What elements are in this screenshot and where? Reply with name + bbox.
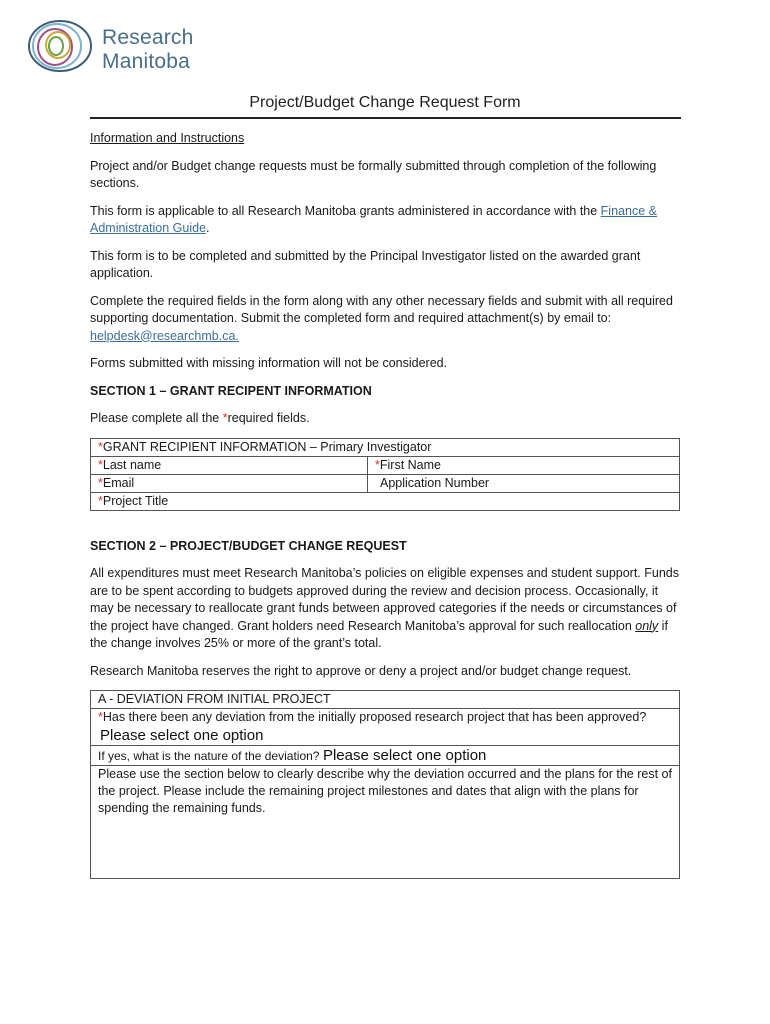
- required-asterisk: *: [98, 493, 103, 508]
- form-title: Project/Budget Change Request Form: [249, 94, 521, 111]
- last-name-label: Last name: [102, 457, 162, 472]
- deviation-table: [90, 690, 680, 879]
- grant-recipient-header-text: GRANT RECIPIENT INFORMATION – Primary Investigator: [102, 439, 432, 454]
- title-divider: [90, 117, 681, 119]
- required-asterisk: *: [222, 411, 228, 425]
- info-heading: Information and Instructions: [90, 131, 245, 145]
- first-name-label: First Name: [379, 457, 441, 472]
- deviation-description-text: Please use the section below to clearly describe why the deviation occurred and the plans for the rest of the project. Please include the remaining project milestones and dates that align with the plans for spending the remaining funds.: [98, 767, 672, 815]
- paragraph-principal-investigator: This form is to be completed and submitted by the Principal Investigator listed on the awarded grant application.: [90, 248, 641, 280]
- grant-recipient-header: [91, 438, 680, 456]
- emphasis-only: only: [635, 618, 659, 633]
- paragraph-submission: Project and/or Budget change requests must be formally submitted through completion of the following sections.: [90, 158, 657, 190]
- project-title-field[interactable]: [91, 492, 680, 510]
- section2-heading: SECTION 2 – PROJECT/BUDGET CHANGE REQUEST: [90, 538, 407, 553]
- deviation-description-field[interactable]: [91, 766, 680, 879]
- email-label: Email: [102, 475, 135, 490]
- required-asterisk: *: [98, 475, 103, 490]
- project-title-label: Project Title: [102, 493, 169, 508]
- email-field[interactable]: [91, 474, 368, 492]
- required-asterisk: *: [98, 710, 103, 724]
- required-asterisk: *: [98, 457, 103, 472]
- paragraph-applicability: [90, 203, 680, 238]
- logo-line-manitoba: Manitoba: [102, 50, 190, 73]
- deviation-header: A - DEVIATION FROM INITIAL PROJECT: [91, 691, 680, 709]
- logo-line-research: Research: [102, 26, 194, 49]
- section1-intro: [90, 410, 680, 428]
- paragraph-missing-info: Forms submitted with missing information will not be considered.: [90, 356, 448, 370]
- form-content: [90, 130, 680, 879]
- section2-paragraph: [90, 565, 680, 653]
- paragraph-applicability-end: .: [206, 221, 210, 235]
- deviation-question-cell: [91, 709, 680, 746]
- paragraph-required-fields-text: Complete the required fields in the form along with any other necessary fields and submit with all required supporting documentation. Submit the completed form and required attachment(s) by email to:: [90, 293, 673, 325]
- deviation-question: Has there been any deviation from the initially proposed research project that has been approved?: [102, 710, 647, 724]
- application-number-label: Application Number: [380, 475, 490, 490]
- grant-recipient-table: [90, 438, 680, 511]
- section2-reserve: Research Manitoba reserves the right to approve or deny a project and/or budget change request.: [90, 663, 632, 678]
- last-name-field[interactable]: [91, 456, 368, 474]
- helpdesk-email-link[interactable]: helpdesk@researchmb.ca.: [90, 328, 239, 343]
- deviation-select[interactable]: Please select one option: [100, 727, 264, 744]
- finance-guide-link[interactable]: Finance & Administration Guide: [90, 203, 657, 235]
- section2-paragraph-text: All expenditures must meet Research Manitoba’s policies on eligible expenses and student support. Funds are to be spent according to budgets approved during the review and decision process. Occasionally, it may be necessary to reallocate grant funds between approved categories if the needs or circumstances of the project have changed. Grant holders need Research Manitoba’s approval for such reallocation: [90, 566, 679, 633]
- section1-intro-text: Please complete all the: [90, 411, 223, 425]
- application-number-field[interactable]: [368, 474, 680, 492]
- first-name-field[interactable]: [368, 456, 680, 474]
- research-manitoba-logo: [26, 18, 196, 74]
- required-asterisk: *: [375, 457, 380, 472]
- circles-logo-icon: [26, 18, 98, 74]
- paragraph-applicability-text: This form is applicable to all Research Manitoba grants administered in accordance with the: [90, 203, 601, 218]
- section2-paragraph-end: if the change involves 25% or more of the grant’s total.: [90, 618, 668, 650]
- required-asterisk: *: [98, 439, 103, 454]
- deviation-nature-question: If yes, what is the nature of the deviation?: [98, 749, 320, 763]
- section1-intro-end: required fields.: [227, 411, 310, 425]
- section1-heading: SECTION 1 – GRANT RECIPENT INFORMATION: [90, 383, 372, 398]
- deviation-nature-cell: [91, 746, 680, 766]
- paragraph-required-fields: [90, 293, 680, 346]
- deviation-nature-select[interactable]: Please select one option: [322, 747, 487, 764]
